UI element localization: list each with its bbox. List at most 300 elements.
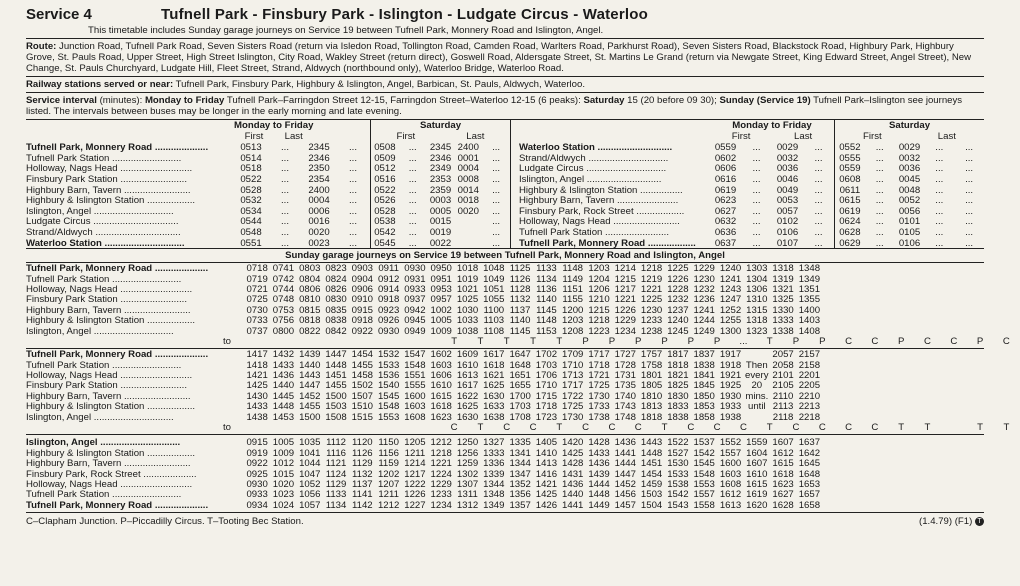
table-row: [26, 349, 984, 359]
southbound-sat: [370, 120, 510, 248]
time-cell: 1124: [325, 468, 347, 480]
time-cell: 1618: [772, 468, 794, 480]
destination-code: C: [924, 335, 931, 347]
time-cell: 1430: [246, 390, 268, 402]
time-cell: 0056: [898, 205, 921, 217]
time-cell: 1426: [535, 499, 558, 511]
time-cell: ...: [814, 184, 823, 196]
time-cell: 1241: [719, 273, 742, 285]
time-cell: 0737: [246, 325, 268, 337]
destination-code: P: [661, 335, 668, 347]
sb-mf-row: [234, 206, 370, 217]
destination-code: C: [713, 422, 721, 434]
table-row: [26, 401, 984, 411]
stop-name: Holloway, Nags Head ...........................: [26, 283, 193, 295]
times: [244, 315, 823, 325]
time-cell: 2400: [308, 184, 330, 196]
destination-code: C: [871, 335, 879, 347]
time-cell: 1052: [299, 479, 321, 490]
time-cell: 20: [751, 380, 763, 392]
sb-stop-row: [26, 153, 234, 164]
time-cell: 1448: [588, 489, 610, 501]
time-cell: 1408: [798, 325, 821, 337]
time-cell: ...: [875, 195, 884, 207]
time-cell: 1441: [614, 447, 636, 459]
time-cell: 1436: [272, 370, 295, 382]
times: [244, 284, 823, 294]
time-cell: 0719: [246, 273, 268, 285]
time-cell: 1547: [404, 349, 426, 361]
time-cell: ...: [935, 142, 944, 154]
time-cell: 0032: [898, 152, 921, 164]
time-cell: 0741: [272, 263, 295, 275]
stop-name: Tufnell Park, Monnery Road ....................: [26, 263, 209, 275]
time-cell: 2359: [429, 184, 452, 196]
time-cell: 0957: [430, 294, 452, 306]
time-cell: 0020: [308, 226, 330, 238]
time-cell: 1221: [640, 283, 663, 295]
time-cell: ...: [965, 163, 974, 175]
times: [244, 412, 823, 422]
sb-mf-row: [234, 163, 370, 174]
time-cell: 1452: [299, 390, 321, 402]
time-cell: 0922: [246, 458, 268, 470]
time-cell: 1441: [562, 499, 584, 511]
time-cell: 0001: [457, 152, 479, 164]
nb-mf-row: [710, 174, 834, 185]
time-cell: 0624: [839, 216, 861, 228]
code-block: [919, 516, 984, 527]
stop-name: Tufnell Park Station ........................: [519, 226, 670, 238]
time-cell: 1333: [772, 315, 794, 327]
time-cell: 1447: [325, 349, 347, 361]
time-cell: 1710: [535, 380, 558, 392]
northbound-stops: [510, 120, 710, 248]
service-interval: [26, 93, 984, 119]
time-cell: 1436: [588, 458, 610, 470]
destination-code: P: [819, 335, 826, 347]
time-cell: 1733: [588, 401, 610, 413]
time-cell: 1740: [614, 390, 636, 402]
time-cell: 0048: [898, 184, 921, 196]
time-cell: ...: [281, 205, 289, 217]
time-cell: 1318: [746, 315, 768, 327]
time-cell: 1918: [719, 359, 742, 371]
time-cell: 1703: [535, 359, 558, 371]
time-cell: 0522: [374, 184, 396, 196]
sb-mf-row: [234, 174, 370, 185]
time-cell: 1617: [456, 380, 479, 392]
time-cell: 0623: [714, 195, 737, 207]
stop-name: Finsbury Park, Rock Street ..................: [519, 205, 685, 217]
time-cell: ...: [875, 163, 884, 175]
destination-code: C: [792, 422, 800, 434]
time-cell: 0555: [839, 152, 861, 164]
time-cell: 0552: [839, 142, 861, 154]
time-cell: 1456: [614, 489, 636, 501]
time-cell: 2400: [457, 142, 479, 154]
table-row: [26, 469, 984, 479]
time-cell: 0911: [378, 263, 399, 275]
time-cell: 1310: [746, 294, 768, 306]
time-cell: 0528: [240, 184, 262, 196]
time-cell: 1142: [352, 499, 373, 511]
time-cell: 1215: [588, 304, 610, 316]
time-cell: 1503: [640, 489, 663, 501]
time-cell: 1421: [246, 370, 268, 382]
time-cell: ...: [492, 226, 501, 238]
time-cell: ...: [408, 152, 417, 164]
time-cell: 1336: [483, 458, 505, 470]
time-cell: 0036: [776, 163, 799, 175]
time-cell: 1218: [430, 447, 452, 459]
time-cell: 0615: [839, 195, 861, 207]
time-cell: 1610: [456, 359, 479, 371]
time-cell: 1612: [719, 489, 742, 501]
stations-label: Railway stations served or near:: [26, 79, 174, 91]
nb-mf-row: [710, 227, 834, 238]
time-cell: 1234: [430, 499, 452, 511]
stop-name: Tufnell Park, Monnery Road ....................: [26, 142, 209, 154]
time-cell: 2354: [308, 174, 330, 185]
time-cell: 0903: [351, 263, 373, 275]
time-cell: 0637: [714, 237, 737, 249]
sb-mf-row: [234, 227, 370, 238]
time-cell: 1129: [352, 458, 373, 470]
time-cell: 1002: [430, 304, 452, 316]
destination-code: C: [739, 422, 747, 434]
time-cell: ...: [349, 152, 357, 164]
time-cell: Then: [745, 359, 768, 371]
time-cell: 1504: [640, 499, 663, 511]
time-cell: 1312: [456, 499, 479, 511]
time-cell: 0914: [377, 283, 400, 295]
time-cell: 1133: [325, 489, 347, 501]
time-cell: 1226: [404, 489, 426, 501]
nb-stop-row: [519, 163, 710, 174]
time-cell: 1405: [535, 437, 558, 449]
time-cell: 1731: [614, 370, 636, 382]
nb-stop-row: [519, 216, 710, 227]
time-cell: ...: [281, 226, 289, 238]
times: [244, 401, 823, 411]
time-cell: 0045: [898, 174, 921, 185]
time-cell: 1200: [562, 304, 584, 316]
time-cell: ...: [492, 205, 501, 217]
time-cell: 1717: [588, 349, 610, 361]
destination-code: P: [687, 335, 695, 347]
sb-sat-row: [371, 216, 510, 227]
time-cell: 1625: [456, 401, 479, 413]
time-cell: 1459: [640, 479, 663, 490]
time-cell: 0016: [308, 216, 330, 228]
time-cell: 1615: [746, 479, 768, 490]
time-cell: 1327: [483, 437, 505, 449]
time-cell: 1357: [509, 499, 531, 511]
time-cell: 1608: [404, 411, 426, 423]
time-cell: 1306: [746, 283, 768, 295]
time-cell: 1433: [588, 447, 610, 459]
time-cell: 1425: [562, 447, 584, 459]
time-cell: 1311: [457, 489, 478, 501]
time-cell: 0742: [272, 273, 295, 285]
time-cell: 1735: [614, 380, 636, 392]
time-cell: 1630: [456, 411, 479, 423]
destination-code: C: [871, 422, 879, 434]
time-cell: [454, 216, 482, 227]
sb-stop-row: [26, 163, 234, 174]
sb-mf-title: Monday to Friday: [234, 120, 314, 132]
time-cell: ...: [492, 195, 501, 207]
time-cell: 1508: [325, 411, 347, 423]
sb-stop-row: [26, 174, 234, 185]
time-cell: 1738: [588, 411, 610, 423]
time-cell: ...: [875, 142, 884, 154]
time-cell: 1440: [272, 380, 295, 392]
time-cell: 1333: [483, 447, 505, 459]
stop-name: Tufnell Park Station ..........................: [26, 152, 182, 164]
sb-sat-first: First: [396, 131, 416, 143]
time-cell: 1344: [483, 479, 505, 490]
time-cell: 1930: [719, 390, 742, 402]
time-cell: ...: [349, 195, 357, 207]
nb-mf-title: Monday to Friday: [732, 120, 812, 132]
time-cell: 1436: [614, 437, 636, 449]
time-cell: 0023: [308, 237, 330, 249]
time-cell: ...: [492, 237, 501, 249]
time-cell: ...: [935, 205, 944, 217]
time-cell: ...: [752, 205, 761, 217]
time-cell: 1758: [640, 359, 663, 371]
time-cell: 1428: [588, 437, 610, 449]
time-cell: ...: [935, 195, 944, 207]
time-cell: 0606: [714, 163, 737, 175]
time-cell: 0838: [325, 315, 347, 327]
time-cell: ...: [281, 184, 289, 196]
time-cell: 1035: [299, 437, 321, 449]
route-text: Junction Road, Tufnell Park Road, Seven Sisters Road (return via Isledon Road, Tollington Road, Camden Road, Warlters Road, Parkhurst Road), Seven Sisters Road, Blackstock Road, Highbury Park, Highbury Grove, St. Pauls Road, Upper Street, High Street Islington, City Road, Wakley Street (return direct), Goswell Road, Aldersgate Street, St. Martins Le Grand (return via Newgate Street, King Edward Street, Angel Street), New Change, St. Pauls Churchyard, Ludgate Hill, Fleet Street, Strand, Aldwych (northbound only), Waterloo Bridge, Waterloo Road.: [26, 41, 972, 75]
time-cell: 0730: [246, 304, 268, 316]
sunday-northbound: [26, 435, 984, 510]
time-cell: ...: [965, 184, 974, 196]
time-cell: 1515: [351, 411, 373, 423]
time-cell: 1440: [299, 359, 321, 371]
time-cell: 1612: [772, 447, 794, 459]
time-cell: 1321: [772, 283, 794, 295]
time-cell: 1229: [614, 315, 636, 327]
destination-code: P: [635, 335, 642, 347]
times: [244, 479, 823, 489]
to-row: [26, 335, 1010, 347]
nb-mf-row: [710, 185, 834, 196]
time-cell: 1051: [483, 283, 505, 295]
stop-name: Highbury Barn, Tavern .........................: [26, 458, 191, 470]
destination-code: T: [898, 422, 905, 434]
time-cell: 1225: [640, 294, 663, 306]
time-cell: 1647: [509, 349, 531, 361]
time-cell: ...: [965, 205, 974, 217]
time-cell: 1240: [719, 263, 742, 275]
time-cell: 0753: [272, 304, 295, 316]
time-cell: 1533: [667, 468, 689, 480]
destination-code: C: [818, 422, 826, 434]
time-cell: 0804: [299, 273, 321, 285]
time-cell: 1205: [404, 437, 426, 449]
time-cell: 1448: [272, 401, 295, 413]
sb-sat-heading: [371, 120, 510, 142]
time-cell: 1307: [456, 479, 479, 490]
time-cell: 1715: [535, 390, 558, 402]
destination-code: C: [450, 422, 458, 434]
railway-stations: [26, 77, 984, 92]
time-cell: 1241: [693, 304, 715, 316]
time-cell: 2349: [429, 163, 452, 175]
time-cell: ...: [935, 163, 944, 175]
destination-code: C: [687, 422, 695, 434]
time-cell: 1853: [693, 401, 715, 413]
time-cell: 0526: [374, 195, 396, 207]
time-cell: ...: [965, 174, 974, 185]
time-cell: 0823: [325, 263, 347, 275]
times: [244, 469, 823, 479]
time-cell: 1226: [614, 304, 636, 316]
time-cell: 1233: [430, 489, 452, 501]
time-cell: 0509: [374, 152, 396, 164]
times: [244, 380, 823, 390]
time-cell: 1218: [640, 263, 663, 275]
time-cell: 1603: [719, 468, 742, 480]
time-cell: 1204: [588, 273, 610, 285]
time-cell: ...: [752, 174, 761, 185]
time-cell: 1710: [562, 359, 584, 371]
time-cell: 0930: [246, 479, 268, 490]
time-cell: 0806: [299, 283, 321, 295]
time-cell: 1445: [272, 390, 295, 402]
time-cell: 1417: [246, 349, 268, 361]
time-cell: 0514: [240, 152, 262, 164]
nb-sat-title: Saturday: [888, 120, 931, 132]
time-cell: 1203: [588, 263, 610, 275]
time-cell: 1012: [272, 458, 295, 470]
destination-code: T: [477, 335, 484, 347]
table-row: [26, 458, 984, 468]
time-cell: ...: [408, 163, 417, 175]
to-label: to: [223, 335, 232, 347]
time-cell: 1403: [798, 315, 821, 327]
time-cell: 1416: [535, 468, 558, 480]
time-cell: 1149: [562, 273, 584, 285]
time-cell: 1438: [246, 411, 268, 423]
time-cell: 1247: [719, 294, 742, 306]
time-cell: ...: [875, 216, 884, 228]
time-cell: 1349: [798, 273, 821, 285]
table-row: [26, 380, 984, 390]
time-cell: 0512: [374, 163, 396, 175]
time-cell: 0014: [457, 184, 479, 196]
time-cell: 0930: [377, 325, 400, 337]
time-cell: 1613: [719, 499, 742, 511]
time-cell: ...: [349, 174, 357, 185]
time-cell: 1557: [719, 447, 742, 459]
sb-sat-row: [371, 238, 510, 249]
time-cell: [454, 238, 482, 249]
time-cell: 1559: [746, 437, 768, 449]
time-cell: 0611: [839, 184, 861, 196]
time-cell: ...: [814, 174, 823, 185]
time-cell: ...: [814, 163, 823, 175]
time-cell: 1318: [772, 263, 794, 275]
time-cell: 1821: [667, 370, 689, 382]
time-cell: 1615: [430, 390, 452, 402]
time-cell: 1455: [299, 401, 321, 413]
time-cell: 1250: [456, 437, 479, 449]
time-cell: 1447: [614, 468, 636, 480]
time-cell: 0020: [457, 205, 479, 217]
sb-mf-row: [234, 238, 370, 249]
time-cell: 1551: [404, 370, 426, 382]
sb-sat-row: [371, 174, 510, 185]
time-cell: 1451: [325, 370, 347, 382]
route-description: [26, 39, 984, 76]
time-cell: ...: [814, 152, 823, 164]
time-cell: 1055: [483, 294, 505, 306]
time-cell: ...: [492, 142, 501, 154]
time-cell: 1433: [246, 401, 268, 413]
time-cell: 1627: [772, 489, 794, 501]
time-cell: ...: [752, 195, 761, 207]
table-row: [26, 391, 984, 401]
time-cell: 1917: [719, 349, 742, 361]
time-cell: 1455: [351, 359, 373, 371]
interval-sun-label: Sunday (Service 19): [719, 95, 811, 107]
destination-code: T: [477, 422, 484, 434]
time-cell: 1657: [798, 489, 821, 501]
nb-mf-row: [710, 206, 834, 217]
time-cell: 1443: [299, 370, 321, 382]
time-cell: 1617: [483, 349, 505, 361]
destinations: [441, 422, 1020, 432]
time-cell: 0559: [714, 142, 737, 154]
nb-sat-row: [835, 195, 984, 206]
destination-code: P: [792, 335, 800, 347]
sb-stop-row: [26, 195, 234, 206]
time-cell: 1925: [719, 380, 742, 392]
destination-code: C: [634, 422, 642, 434]
time-cell: 1625: [483, 380, 505, 392]
time-cell: 0106: [898, 237, 921, 249]
nb-sat-row: [835, 174, 984, 185]
time-cell: 0616: [714, 174, 737, 185]
nb-sat-row: [835, 142, 984, 153]
destinations: [441, 336, 1020, 346]
table-row: [26, 294, 984, 304]
time-cell: 1658: [798, 499, 821, 511]
time-cell: 1210: [588, 294, 610, 306]
nb-mf-row: [710, 163, 834, 174]
time-cell: 1344: [509, 458, 531, 470]
time-cell: 1021: [456, 283, 479, 295]
interval-unit: (minutes):: [99, 95, 143, 107]
time-cell: 1148: [562, 263, 584, 275]
time-cell: 1330: [772, 304, 794, 316]
time-cell: ...: [814, 195, 823, 207]
destination-code: C: [950, 335, 958, 347]
time-cell: 0107: [776, 237, 799, 249]
nb-sat-row: [835, 185, 984, 196]
time-cell: 0733: [246, 315, 268, 327]
time-cell: 1540: [377, 380, 400, 392]
time-cell: 1439: [299, 349, 321, 361]
